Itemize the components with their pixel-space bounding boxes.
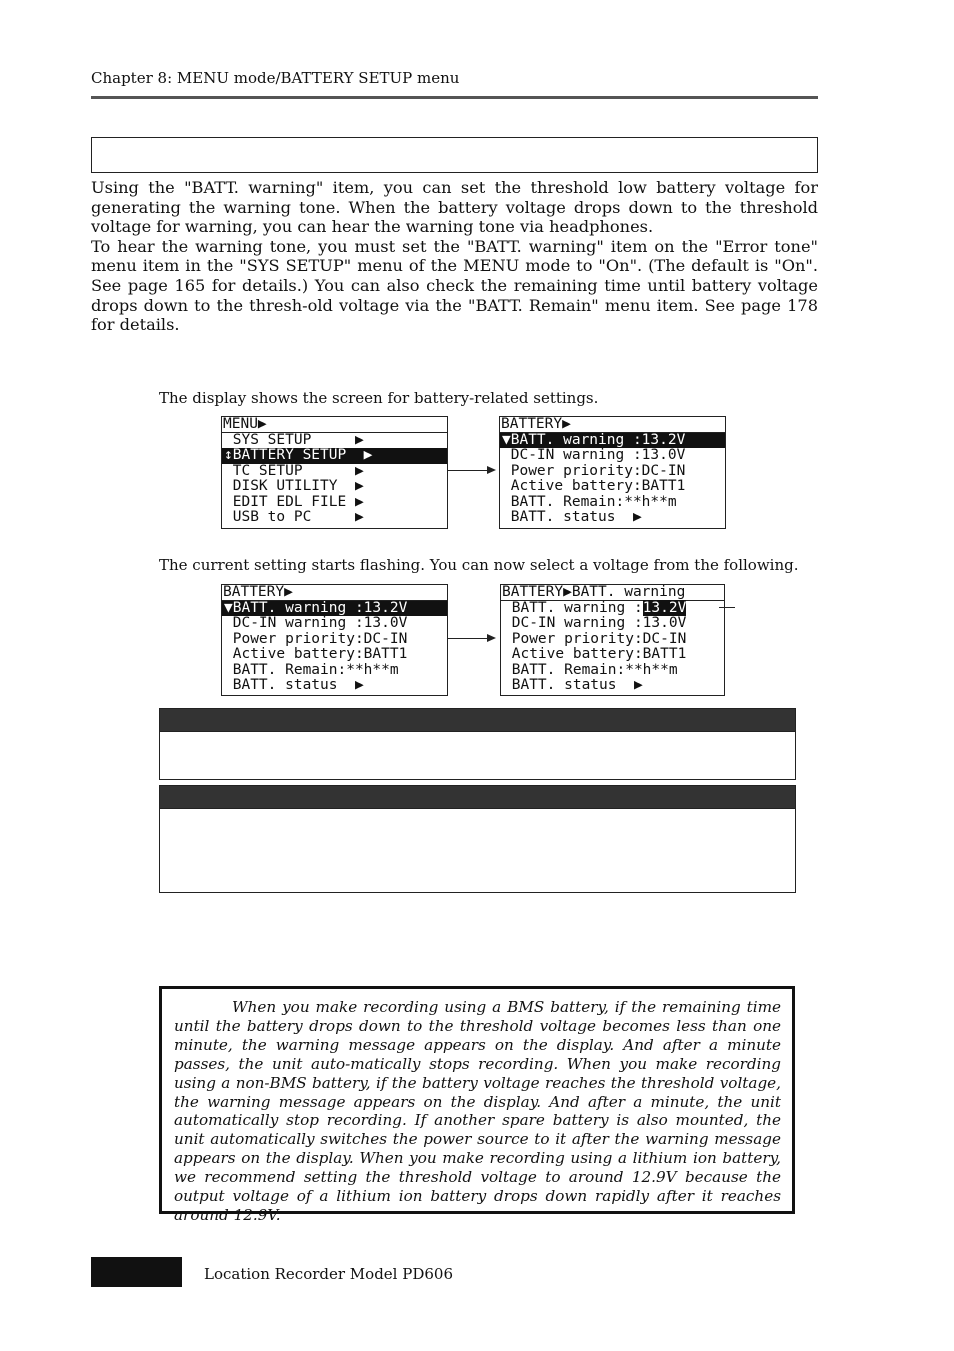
lcd-title: MENU▶: [222, 417, 447, 433]
body-text: [91, 178, 818, 335]
header-rule: [91, 96, 818, 99]
page-number-block: [91, 1257, 182, 1287]
lcd-row-batt-status: BATT. status ▶: [502, 508, 642, 525]
lcd-flashing-value: 13.2V: [642, 600, 687, 616]
lcd-row-dc-in-warning: DC-IN warning :13.0V: [502, 447, 686, 464]
lcd-row-active-battery: Active battery:BATT1: [502, 478, 686, 495]
memo-body: When you make recording using a BMS battery, if the remaining time until the battery drops down to the threshold voltage becomes less than one minute, the warning message appears on the display. And after a minute passes, the unit auto-matically stops recording. When you make recording using a non-BMS battery, if the battery voltage reaches the threshold voltage, the warning message appears on the display. And after a minute, the unit automatically stop recording. If another spare battery is also mounted, the unit automatically switches the power source to it after the warning message appears on the display. When you make recording using a lithium ion battery, we recommend setting the threshold voltage to around 12.9V because the output voltage of a lithium ion battery drops down rapidly after it reaches around 12.9V.: [174, 998, 781, 1224]
section-title-box: [91, 137, 818, 173]
lcd-row-battery-setup: ↕BATTERY SETUP ▶: [222, 448, 447, 463]
lcd-row-power-priority: Power priority:DC-IN: [503, 630, 687, 647]
lcd-row-sys-setup: SYS SETUP ▶: [224, 432, 364, 448]
lcd-row-batt-status: BATT. status ▶: [503, 676, 643, 693]
options-box-1: [159, 708, 796, 780]
lcd-row-batt-warning: ▼BATT. warning :13.2V: [500, 433, 725, 448]
lcd-row-batt-status: BATT. status ▶: [224, 676, 364, 693]
lcd-row-batt-remain: BATT. Remain:**h**m: [224, 661, 399, 678]
lcd-title: BATTERY▶: [500, 417, 725, 433]
lcd-row-tc-setup: TC SETUP ▶: [224, 462, 364, 479]
lcd-row-batt-warning: [501, 601, 724, 616]
lcd-row-power-priority: Power priority:DC-IN: [224, 630, 408, 647]
options-box-header: [160, 709, 795, 732]
step1-caption: The display shows the screen for battery-related settings.: [159, 389, 599, 407]
arrow-line: [448, 470, 488, 471]
lcd-row-dc-in-warning: DC-IN warning :13.0V: [224, 615, 408, 632]
lcd-row-active-battery: Active battery:BATT1: [503, 646, 687, 663]
footer-text: Location Recorder Model PD606: [204, 1265, 453, 1283]
paragraph-1: Using the "BATT. warning" item, you can set the threshold low battery voltage for generating the warning tone. When the battery voltage drops down to the threshold voltage for warning, you can hear the warning tone via headphones.: [91, 178, 818, 237]
lcd-row-batt-remain: BATT. Remain:**h**m: [503, 661, 678, 678]
chapter-header: Chapter 8: MENU mode/BATTERY SETUP menu: [91, 69, 460, 87]
arrow-line: [448, 638, 488, 639]
battery-lcd-screen: [499, 416, 726, 529]
arrow-right-icon: [487, 466, 496, 474]
lcd-row-edit-edl-file: EDIT EDL FILE ▶: [224, 493, 364, 510]
lcd-row-power-priority: Power priority:DC-IN: [502, 462, 686, 479]
battery-lcd-screen: [221, 584, 448, 696]
memo-text: [174, 998, 781, 1225]
lcd-row-batt-remain: BATT. Remain:**h**m: [502, 493, 677, 510]
lcd-row-dc-in-warning: DC-IN warning :13.0V: [503, 615, 687, 632]
options-box-header: [160, 786, 795, 809]
warning-lcd-screen: [500, 584, 725, 696]
options-box-2: [159, 785, 796, 893]
lcd-row-active-battery: Active battery:BATT1: [224, 646, 408, 663]
lcd-row-batt-warning: ▼BATT. warning :13.2V: [222, 601, 447, 616]
lcd-title: BATTERY▶: [222, 585, 447, 601]
lcd-row-disk-utility: DISK UTILITY ▶: [224, 478, 364, 495]
memo-box: [159, 986, 795, 1224]
step2-caption: The current setting starts flashing. You can now select a voltage from the following.: [159, 556, 799, 574]
arrow-right-icon: [487, 634, 496, 642]
menu-lcd-screen: [221, 416, 448, 529]
lcd-row-usb-to-pc: USB to PC ▶: [224, 508, 364, 525]
paragraph-2: To hear the warning tone, you must set the "BATT. warning" item on the "Error tone" menu item in the "SYS SETUP" menu of the MENU mode to "On". (The default is "On". See page 165 for details.) You can also check the remaining time until battery voltage drops down to the thresh-old voltage via the "BATT. Remain" menu item. See page 178 for details.: [91, 236, 818, 335]
lcd-label: BATT. warning :: [503, 600, 643, 616]
lcd-title: BATTERY▶BATT. warning: [501, 585, 724, 601]
callout-line: [719, 607, 735, 608]
